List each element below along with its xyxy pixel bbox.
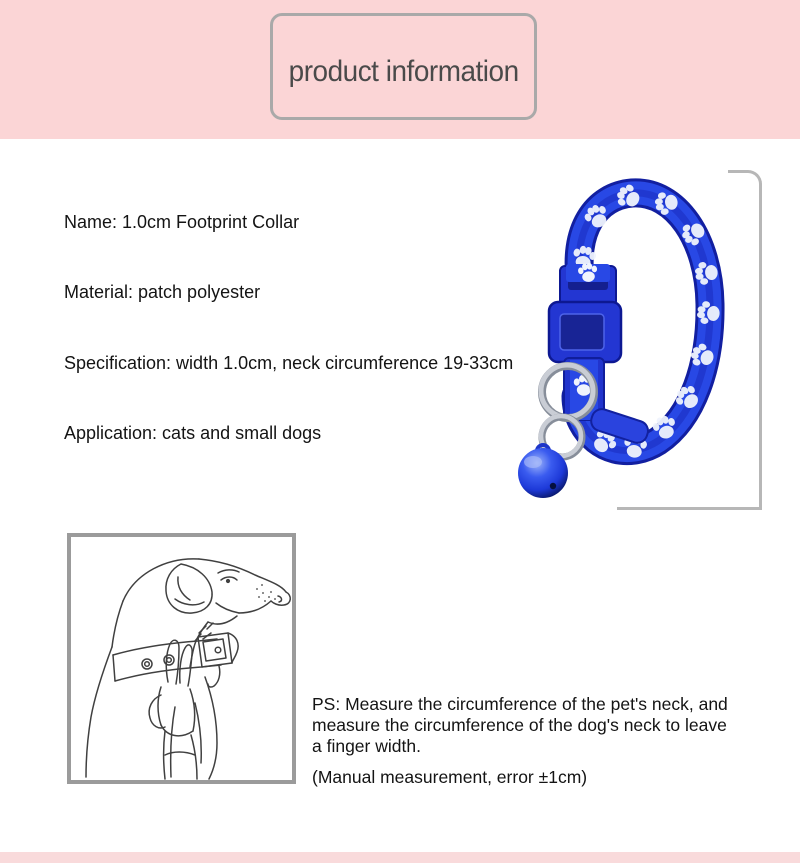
dog-outline (86, 559, 290, 779)
spec-line-name: Name: 1.0cm Footprint Collar (64, 212, 300, 232)
footer-pink-strip (0, 852, 800, 863)
dog-illustration-box (67, 533, 296, 784)
bell-icon (518, 445, 568, 498)
ps-note-line-3: a finger width. (312, 736, 421, 756)
collar-photo (480, 160, 780, 520)
page-title: product information (288, 54, 519, 88)
spec-line-specification: Specification: width 1.0cm, neck circumference 19-33cm (64, 353, 514, 373)
ps-note-line-2: measure the circumference of the dog's neck to leave (312, 715, 727, 735)
manual-measurement-note: (Manual measurement, error ±1cm) (312, 767, 588, 787)
ps-note (312, 694, 772, 757)
spec-line-application: Application: cats and small dogs (64, 423, 322, 443)
spec-line-material: Material: patch polyester (64, 282, 261, 302)
dog-illustration (71, 537, 292, 780)
measuring-hand (149, 640, 197, 779)
title-box (270, 13, 537, 120)
ps-note-line-1: PS: Measure the circumference of the pet's neck, and (312, 694, 728, 714)
